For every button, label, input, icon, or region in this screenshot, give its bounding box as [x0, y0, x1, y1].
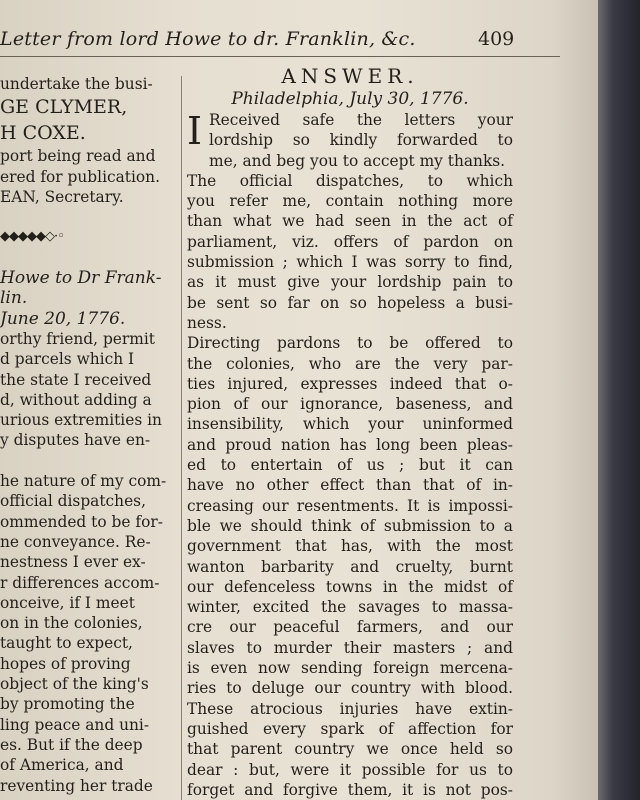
- answer-line: lordship so kindly forwarded to: [209, 131, 513, 150]
- left-column-line: ◆◆◆◆◆◇·◦: [0, 229, 64, 245]
- answer-line: ties injured, expresses indeed that o-: [187, 374, 513, 393]
- left-column-line: the state I received: [0, 370, 152, 389]
- left-column-line: onceive, if I meet: [0, 593, 135, 612]
- left-column-line: orthy friend, permit: [0, 329, 155, 348]
- page-number: 409: [478, 28, 515, 50]
- answer-line: insensibility, which your uninformed: [187, 415, 513, 434]
- left-column-line: port being read and: [0, 147, 156, 166]
- answer-line: me, and beg you to accept my thanks.: [209, 151, 506, 170]
- left-column-line: H COXE.: [0, 122, 86, 145]
- left-column-line: of America, and: [0, 756, 124, 775]
- answer-line: ries to deluge our country with blood.: [187, 679, 513, 698]
- answer-line: cre our peaceful farmers, and our: [187, 618, 513, 637]
- left-column-line: urious extremities in: [0, 411, 162, 430]
- answer-line: parliament, viz. offers of pardon on: [187, 232, 513, 251]
- left-column-line: ommended to be for-: [0, 512, 163, 531]
- answer-line: wanton barbarity and cruelty, burnt: [187, 557, 513, 576]
- left-column-line: on in the colonies,: [0, 614, 143, 633]
- running-head: Letter from lord Howe to dr. Franklin, &c.: [0, 28, 416, 50]
- left-column-line: ne conveyance. Re-: [0, 532, 151, 551]
- drop-cap: I: [187, 109, 203, 153]
- answer-line: submission ; which I was sorry to find,: [187, 253, 513, 272]
- answer-line: you refer me, contain nothing more: [187, 192, 513, 211]
- left-column-line: es. But if the deep: [0, 735, 143, 754]
- left-column-line: ered for publication.: [0, 167, 160, 186]
- left-column-line: d parcels which I: [0, 350, 135, 369]
- answer-line: ble we should think of submission to a: [187, 516, 513, 535]
- left-column-line: [0, 451, 178, 471]
- left-column-line: EAN, Secretary.: [0, 187, 124, 206]
- answer-line: ness.: [187, 313, 227, 332]
- answer-line: forget and forgive them, it is not pos-: [187, 780, 513, 799]
- answer-line: winter, excited the savages to massa-: [187, 598, 513, 617]
- left-column-line: d, without adding a: [0, 390, 152, 409]
- answer-line: is even now sending foreign mercena-: [187, 659, 513, 678]
- left-column-line: he nature of my com-: [0, 472, 167, 491]
- left-column-line: official dispatches,: [0, 492, 146, 511]
- answer-line: creasing our resentments. It is impossi-: [187, 496, 513, 515]
- left-column-line: ling peace and uni-: [0, 715, 150, 734]
- left-column-line: nestness I ever ex-: [0, 553, 146, 572]
- answer-line: The official dispatches, to which: [187, 171, 513, 190]
- answer-line: the colonies, who are the very par-: [187, 354, 513, 373]
- left-column-line: GE CLYMER,: [0, 96, 128, 119]
- column-divider: [181, 76, 182, 800]
- book-binding: [598, 0, 640, 800]
- left-column-line: taught to expect,: [0, 634, 133, 653]
- answer-line: ed to entertain of us ; but it can: [187, 456, 513, 475]
- answer-body: [187, 110, 513, 800]
- answer-line: have no other effect than that of in-: [187, 476, 513, 495]
- answer-line: dear : but, were it possible for us to: [187, 760, 513, 779]
- answer-heading: ANSWER.: [281, 64, 419, 88]
- left-column-line: Howe to Dr Frank-: [0, 268, 162, 289]
- answer-line: and proud nation has long been pleas-: [187, 435, 513, 454]
- answer-line: Received safe the letters your: [209, 111, 513, 129]
- answer-line: These atrocious injuries have extin-: [187, 699, 513, 718]
- left-column-line: object of the king's: [0, 675, 149, 694]
- answer-line: that parent country we once held so: [187, 740, 513, 759]
- left-column-line: undertake the busi-: [0, 75, 153, 93]
- left-column: [0, 74, 178, 796]
- answer-line: Directing pardons to be offered to: [187, 334, 513, 353]
- left-column-line: y disputes have en-: [0, 431, 151, 450]
- left-column-line: June 20, 1776.: [0, 308, 126, 329]
- answer-line: be sent so far on so hopeless a busi-: [187, 293, 513, 312]
- answer-line: slaves to murder their masters ; and: [187, 638, 513, 657]
- left-column-line: reventing her trade: [0, 776, 153, 795]
- answer-line: as it must give your lordship pain to: [187, 273, 513, 292]
- answer-line: pion of our ignorance, baseness, and: [187, 395, 513, 414]
- answer-line: government that has, with the most: [187, 537, 513, 556]
- left-column-line: hopes of proving: [0, 654, 131, 673]
- answer-line: than what we had seen in the act of: [187, 212, 513, 231]
- left-column-line: [0, 248, 178, 268]
- left-column-line: lin.: [0, 288, 28, 309]
- header-rule: [0, 56, 560, 57]
- answer-column: [187, 64, 513, 800]
- answer-line: our defenceless towns in the midst of: [187, 577, 513, 596]
- answer-line: guished every spark of affection for: [187, 719, 513, 738]
- answer-dateline: Philadelphia, July 30, 1776.: [231, 89, 469, 109]
- left-column-line: r differences accom-: [0, 573, 160, 592]
- left-column-line: [0, 207, 178, 227]
- left-column-line: by promoting the: [0, 695, 135, 714]
